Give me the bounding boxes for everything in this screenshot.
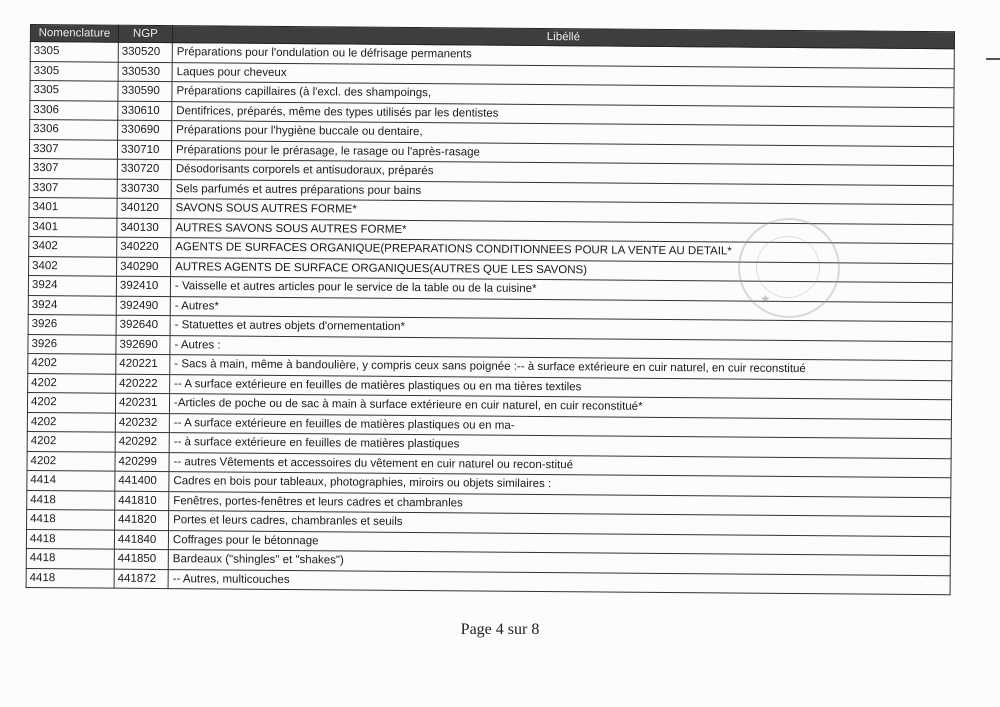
cell-libelle: Désodorisants corporels et antisudoraux, préparés (171, 160, 953, 186)
cell-ngp: 441400 (115, 471, 169, 491)
cell-nomenclature: 3402 (29, 236, 117, 256)
cell-nomenclature: 4418 (26, 529, 114, 549)
cell-libelle: AGENTS DE SURFACES ORGANIQUE(PREPARATIONS CONDITIONNEES POUR LA VENTE AU DETAIL* (171, 238, 953, 264)
stamp-inner-ring (756, 236, 820, 298)
cell-libelle: Préparations capillaires (à l'excl. des shampoings, (172, 82, 954, 108)
cell-nomenclature: 3401 (29, 217, 117, 237)
cell-libelle: Préparations pour l'hygiène buccale ou dentaire, (172, 121, 954, 147)
cell-nomenclature: 3306 (30, 100, 118, 120)
cell-nomenclature: 3926 (28, 314, 116, 334)
cell-nomenclature: 3924 (28, 295, 116, 315)
cell-nomenclature: 4202 (27, 392, 115, 412)
cell-nomenclature: 4202 (27, 412, 115, 432)
cell-ngp: 340130 (117, 218, 171, 238)
cell-ngp: 330730 (117, 179, 171, 199)
cell-libelle: -- A surface extérieure en feuilles de matières plastiques ou en ma tières textiles (170, 374, 952, 400)
cell-ngp: 330710 (117, 140, 171, 160)
cell-ngp: 441872 (114, 569, 168, 589)
cell-nomenclature: 3926 (28, 334, 116, 354)
cell-libelle: AUTRES AGENTS DE SURFACE ORGANIQUES(AUTRES QUE LES SAVONS) (171, 257, 953, 283)
cell-ngp: 420222 (116, 374, 170, 394)
cell-ngp: 392640 (116, 315, 170, 335)
table-body (26, 42, 954, 595)
cell-libelle: - Autres* (170, 296, 952, 322)
cell-libelle: -- A surface extérieure en feuilles de matières plastiques ou en ma- (169, 413, 951, 439)
cell-ngp: 330530 (118, 62, 172, 82)
header-ngp: NGP (118, 25, 172, 42)
cell-nomenclature: 4418 (27, 490, 115, 510)
cell-nomenclature: 4418 (26, 548, 114, 568)
cell-nomenclature: 4418 (27, 509, 115, 529)
stamp-star-icon: ★ (760, 292, 771, 306)
cell-nomenclature: 4414 (27, 470, 115, 490)
cell-libelle: -- autres Vêtements et accessoires du vêtement en cuir naturel ou recon-stitué (169, 452, 951, 478)
cell-nomenclature: 3307 (29, 158, 117, 178)
cell-ngp: 420299 (115, 452, 169, 472)
cell-libelle: Portes et leurs cadres, chambranles et seuils (169, 511, 951, 537)
cell-ngp: 340220 (117, 237, 171, 257)
cell-libelle: AUTRES SAVONS SOUS AUTRES FORME* (171, 218, 953, 244)
cell-ngp: 441850 (114, 549, 168, 569)
cell-nomenclature: 3305 (30, 61, 118, 81)
cell-libelle: - Sacs à main, même à bandoulière, y compris ceux sans poignée :-- à surface extérieure en cuir naturel, en cuir reconstitué (170, 355, 952, 381)
cell-libelle: Laques pour cheveux (172, 62, 954, 88)
cell-nomenclature: 3306 (30, 120, 118, 140)
cell-libelle: Cadres en bois pour tableaux, photographies, miroirs ou objets similaires : (169, 472, 951, 498)
cell-libelle: Préparations pour l'ondulation ou le défrisage permanents (172, 43, 954, 69)
cell-nomenclature: 3305 (30, 42, 118, 62)
header-nomenclature: Nomenclature (30, 25, 118, 43)
cell-ngp: 330610 (118, 101, 172, 121)
cell-nomenclature: 3924 (28, 275, 116, 295)
cell-nomenclature: 3402 (29, 256, 117, 276)
cell-libelle: -Articles de poche ou de sac à main à surface extérieure en cuir naturel, en cuir reconstitué* (169, 394, 951, 420)
cell-nomenclature: 3307 (29, 178, 117, 198)
cell-nomenclature: 3305 (30, 81, 118, 101)
cell-nomenclature: 3401 (29, 197, 117, 217)
cell-ngp: 330690 (118, 120, 172, 140)
official-stamp (738, 218, 840, 318)
cell-libelle: -- Autres, multicouches (168, 569, 950, 595)
cell-ngp: 392490 (116, 296, 170, 316)
cell-ngp: 392690 (116, 335, 170, 355)
cell-libelle: - Statuettes et autres objets d'ornementation* (170, 316, 952, 342)
cell-ngp: 392410 (116, 276, 170, 296)
cell-ngp: 420232 (115, 413, 169, 433)
cell-libelle: Dentifrices, préparés, même des types utilisés par les dentistes (172, 101, 954, 127)
cell-ngp: 420292 (115, 432, 169, 452)
cell-ngp: 420221 (116, 354, 170, 374)
cell-nomenclature: 3307 (29, 139, 117, 159)
cell-libelle: Fenêtres, portes-fenêtres et leurs cadres et chambranles (169, 491, 951, 517)
cell-ngp: 340120 (117, 198, 171, 218)
cell-ngp: 441810 (115, 491, 169, 511)
cell-ngp: 420231 (115, 393, 169, 413)
cell-ngp: 441840 (114, 530, 168, 550)
cell-libelle: Sels parfumés et autres préparations pour bains (171, 179, 953, 205)
cell-nomenclature: 4202 (28, 373, 116, 393)
cell-ngp: 330590 (118, 81, 172, 101)
cell-nomenclature: 4202 (27, 431, 115, 451)
cell-nomenclature: 4202 (27, 451, 115, 471)
cell-libelle: - Vaisselle et autres articles pour le service de la table ou de la cuisine* (170, 277, 952, 303)
cell-ngp: 330520 (118, 42, 172, 62)
cell-ngp: 330720 (117, 159, 171, 179)
page-number: Page 4 sur 8 (460, 621, 540, 638)
cell-ngp: 441820 (115, 510, 169, 530)
cell-ngp: 340290 (117, 257, 171, 277)
cell-nomenclature: 4202 (28, 353, 116, 373)
cell-libelle: Bardeaux ("shingles" et "shakes") (168, 550, 950, 576)
cell-libelle: SAVONS SOUS AUTRES FORME* (171, 199, 953, 225)
cell-libelle: Coffrages pour le bétonnage (168, 530, 950, 556)
cell-libelle: - Autres : (170, 335, 952, 361)
header-libelle: Libéllé (172, 26, 954, 49)
cell-libelle: Préparations pour le prérasage, le rasage ou l'après-rasage (171, 140, 953, 166)
cell-libelle: -- à surface extérieure en feuilles de matières plastiques (169, 433, 951, 459)
cell-nomenclature: 4418 (26, 568, 114, 588)
scan-edge-mark (986, 58, 1000, 60)
